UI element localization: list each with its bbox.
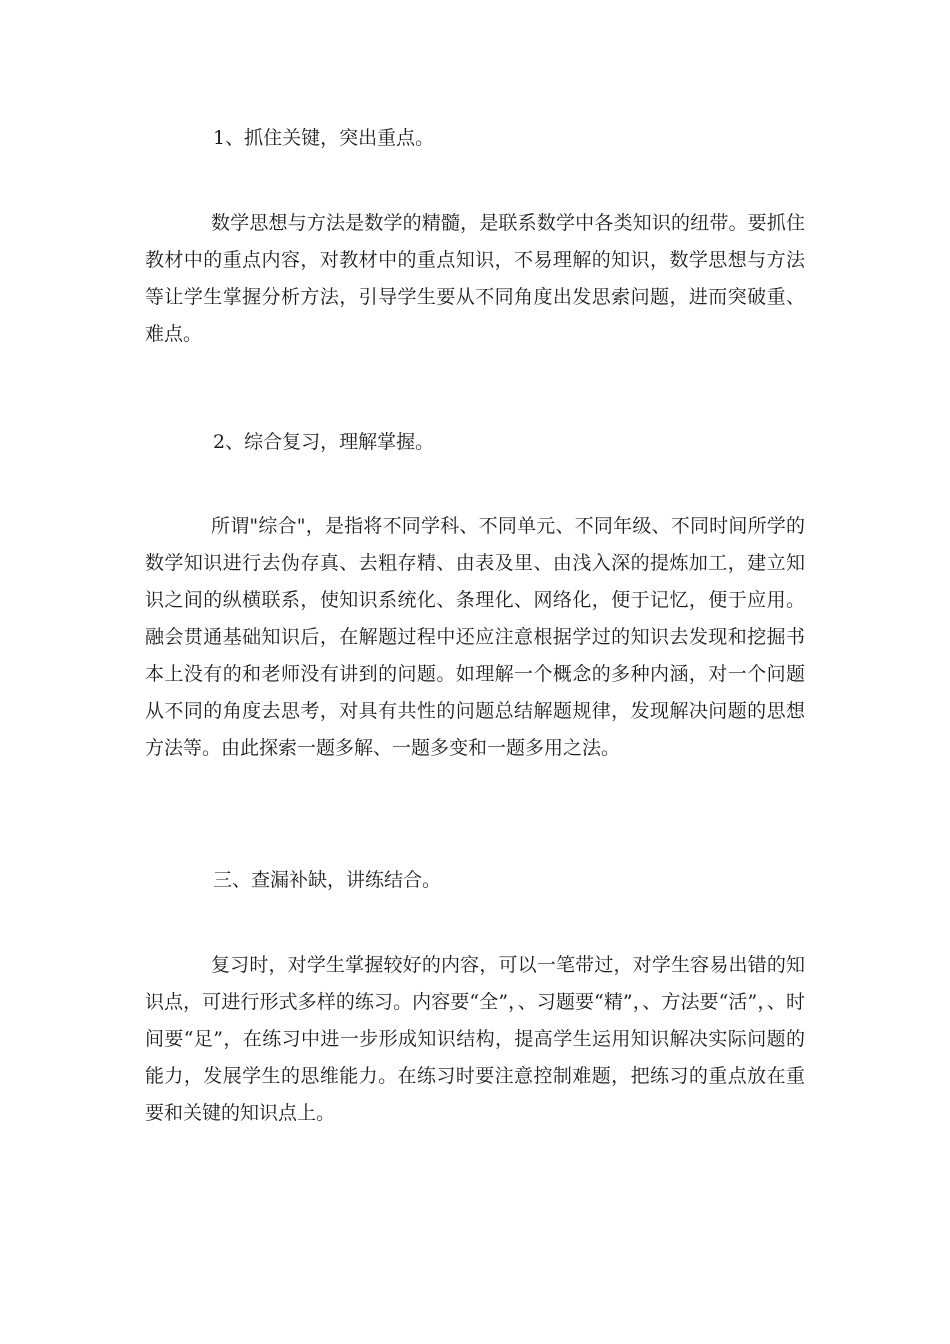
section-paragraph-3: 复习时，对学生掌握较好的内容，可以一笔带过，对学生容易出错的知识点，可进行形式多样的练习。内容要“全”，、习题要“精”，、方法要“活”，、时间要“足”，在练习中进一步形成知识结构，提高学生运用知识解决实际问题的能力，发展学生的思维能力。在练习时要注意控制难题，把练习的重点放在重要和关键的知识点上。 xyxy=(145,954,805,1124)
section-heading-1: 1、抓住关键，突出重点。 xyxy=(213,127,435,149)
section-heading-3: 三、查漏补缺，讲练结合。 xyxy=(213,869,442,891)
section-heading-2: 2、综合复习，理解掌握。 xyxy=(213,431,435,453)
section-paragraph-2: 所谓"综合"，是指将不同学科、不同单元、不同年级、不同时间所学的数学知识进行去伪存真、去粗存精、由表及里、由浅入深的提炼加工，建立知识之间的纵横联系，使知识系统化、条理化、网络化，便于记忆，便于应用。融会贯通基础知识后，在解题过程中还应注意根据学过的知识去发现和挖掘书本上没有的和老师没有讲到的问题。如理解一个概念的多种内涵，对一个问题从不同的角度去思考，对具有共性的问题总结解题规律，发现解决问题的思想方法等。由此探索一题多解、一题多变和一题多用之法。 xyxy=(145,515,805,759)
section-paragraph-1: 数学思想与方法是数学的精髓，是联系数学中各类知识的纽带。要抓住教材中的重点内容，对教材中的重点知识，不易理解的知识，数学思想与方法等让学生掌握分析方法，引导学生要从不同角度出发思索问题，进而突破重、难点。 xyxy=(145,212,805,345)
